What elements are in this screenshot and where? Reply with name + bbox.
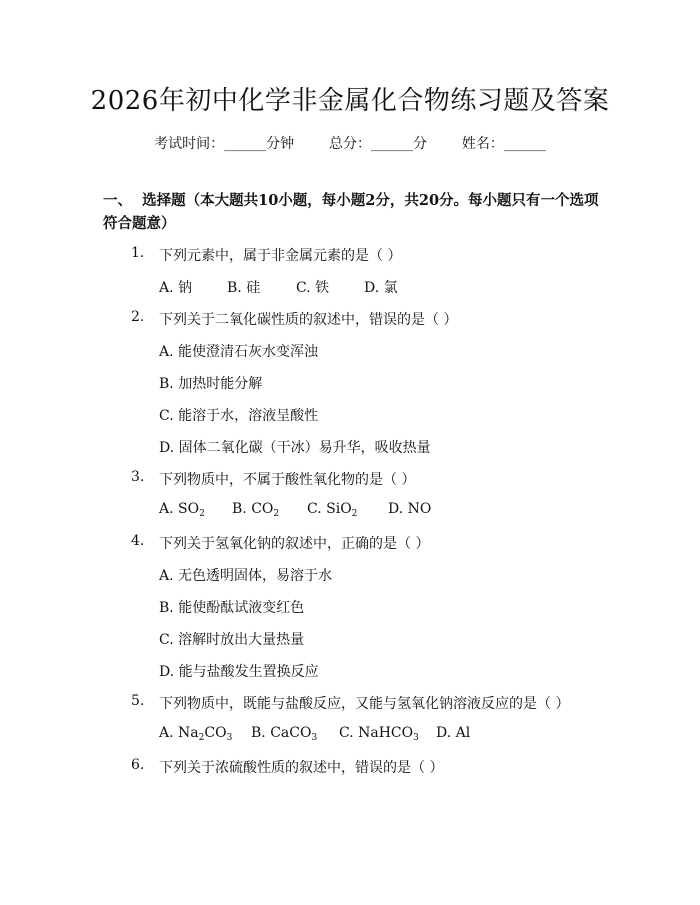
question-number: 2. <box>131 309 145 325</box>
question-text: 下列物质中，既能与盐酸反应，又能与氢氧化钠溶液反应的是（ ） <box>159 696 570 712</box>
page-title: 2026年初中化学非金属化合物练习题及答案 <box>90 86 610 116</box>
option-b: B. $CO_2$ <box>232 501 280 519</box>
option-c: C. 溶解时放出大量热量 <box>159 632 305 648</box>
score-blank: ______ <box>371 136 413 152</box>
option-c: C. 铁 <box>296 280 330 296</box>
time-label: 考试时间： <box>154 136 225 152</box>
question-number: 5. <box>131 693 145 709</box>
score-unit: 分 <box>413 136 427 152</box>
question-number: 6. <box>131 757 145 773</box>
section-heading <box>103 189 603 235</box>
section-number: 一、 <box>103 192 132 209</box>
question-text: 下列物质中，不属于酸性氧化物的是（ ） <box>159 472 416 488</box>
option-a: A. 无色透明固体，易溶于水 <box>159 568 333 584</box>
section-text: 选择题（本大题共10小题，每小题2分，共20分。每小题只有一个选项符合题意） <box>103 192 599 232</box>
question-number: 4. <box>131 533 145 549</box>
question-text: 下列关于二氧化碳性质的叙述中，错误的是（ ） <box>159 312 458 328</box>
question-number: 1. <box>131 245 145 261</box>
exam-meta <box>0 133 700 153</box>
option-a: A. $SO_2$ <box>159 501 205 519</box>
option-c: C. SiO$_2$ <box>307 501 358 519</box>
option-b: B. CaCO$_3$ <box>251 725 318 743</box>
question-text: 下列关于浓硫酸性质的叙述中，错误的是（ ） <box>159 760 444 776</box>
option-d: D. Al <box>436 725 471 741</box>
question-text: 下列元素中，属于非金属元素的是（ ） <box>159 248 402 264</box>
time-blank: ______ <box>224 136 267 152</box>
option-d: D. 能与盐酸发生置换反应 <box>159 664 319 680</box>
option-a: A. 钠 <box>159 280 193 296</box>
question-text: 下列关于氢氧化钠的叙述中，正确的是（ ） <box>159 536 430 552</box>
option-a: A. $Na_2CO_3$ <box>159 725 233 743</box>
option-b: B. 硅 <box>227 280 261 296</box>
option-d: D. NO <box>388 501 432 517</box>
option-c: C. 能溶于水，溶液呈酸性 <box>159 408 319 424</box>
option-c: C. NaHCO$_3$ <box>339 725 419 743</box>
option-d: D. 氯 <box>364 280 398 296</box>
score-label: 总分： <box>329 136 371 152</box>
option-b: B. 加热时能分解 <box>159 376 263 392</box>
option-b: B. 能使酚酞试液变红色 <box>159 600 305 616</box>
time-unit: 分钟 <box>266 136 295 152</box>
question-number: 3. <box>131 469 145 485</box>
name-blank: ______ <box>503 136 546 152</box>
option-a: A. 能使澄清石灰水变浑浊 <box>159 344 319 360</box>
option-d: D. 固体二氧化碳（干冰）易升华，吸收热量 <box>159 440 431 456</box>
name-label: 姓名： <box>461 136 504 152</box>
